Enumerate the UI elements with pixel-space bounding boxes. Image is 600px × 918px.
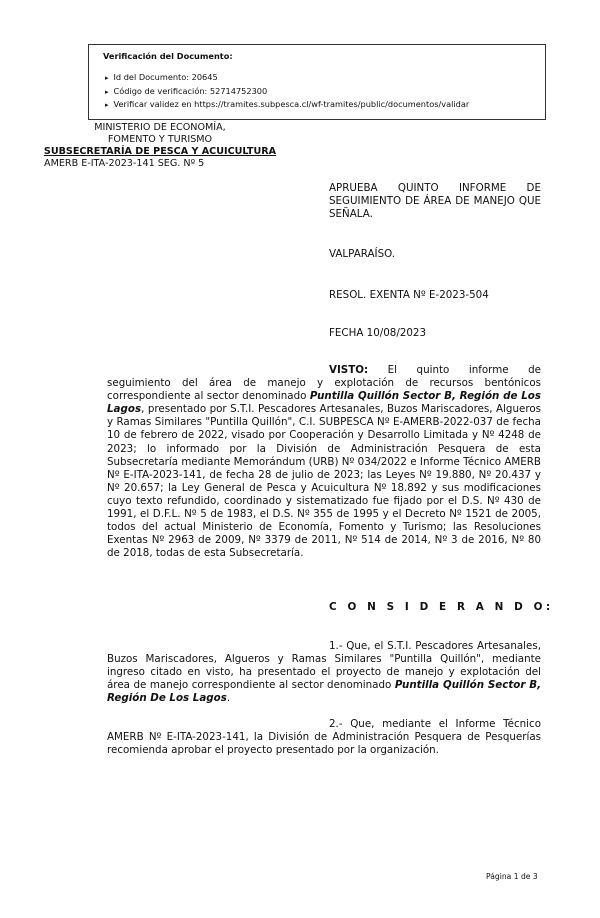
- visto-text-b: , presentado por S.T.I. Pescadores Artesanales, Buzos Mariscadores, Algueros y Ramas Similares "Puntilla Quillón", C.I. SUBPESCA Nº E-AMERB-2022-037 de fecha 10 de febrero de 2022, visado por Cooperación y Desarrollo Limitada y Nº 4248 de 2023; lo informado por la División de Administración Pesquera de esta Subsecretaría mediante Memorándum (URB) Nº 034/2022 e Informe Técnico AMERB Nº E-ITA-2023-141, de fecha 28 de julio de 2023; las Leyes Nº 19.880, Nº 20.437 y Nº 20.657; la Ley General de Pesca y Acuicultura Nº 18.892 y sus modificaciones cuyo texto refundido, coordinado y sistematizado fue fijado por el D.S. Nº 430 de 1991, el D.F.L. Nº 5 de 1983, el D.S. Nº 355 de 1995 y el Decreto Nº 1521 de 2005, todos del actual Ministerio de Economía, Fomento y Turismo; las Resoluciones Exentas Nº 2963 de 2009, Nº 3379 de 2011, Nº 514 de 2014, Nº 3 de 2016, Nº 80 de 2018, todas de esta Subsecretaría.: [107, 403, 541, 560]
- resolution-summary: APRUEBA QUINTO INFORME DE SEGUIMIENTO DE ÁREA DE MANEJO QUE SEÑALA.: [329, 182, 541, 220]
- subsecretaria-title: SUBSECRETARÍA DE PESCA Y ACUICULTURA: [43, 146, 277, 157]
- document-reference: AMERB E-ITA-2023-141 SEG. Nº 5: [44, 158, 205, 169]
- verification-code: ▸ Código de verificación: 52714752300: [105, 85, 535, 99]
- p1-text-a: 1.- Que, el S.T.I. Pescadores Artesanales, Buzos Mariscadores, Algueros y Ramas Similares "Puntilla Quillón", mediante ingreso citado en visto, ha presentado el proyecto de manejo y explotación del área de manejo correspondiente al sector denominado: [107, 640, 541, 692]
- resolution-date: FECHA 10/08/2023: [329, 327, 427, 339]
- verification-document-id: ▸ Id del Documento: 20645: [105, 71, 535, 85]
- place: VALPARAÍSO.: [329, 248, 396, 260]
- verification-title: Verificación del Documento:: [103, 51, 233, 61]
- p1-sector: Puntilla Quillón Sector B, Región De Los Lagos: [107, 679, 541, 705]
- visto-text-a: El quinto informe de seguimiento del área de manejo y explotación de recursos bentónicos correspondiente al sector denominado: [107, 364, 541, 403]
- visto-paragraph: [107, 364, 541, 560]
- ministry-line-2: FOMENTO Y TURISMO: [107, 134, 213, 145]
- verification-box: [88, 44, 546, 120]
- resolution-number: RESOL. EXENTA Nº E-2023-504: [329, 289, 489, 301]
- visto-sector: Puntilla Quillón Sector B, Región de Los Lagos: [107, 390, 542, 416]
- p1-text-b: .: [226, 692, 231, 705]
- visto-label: VISTO:: [329, 364, 369, 376]
- considerando-paragraph-2: 2.- Que, mediante el Informe Técnico AMERB Nº E-ITA-2023-141, la División de Administración Pesquera de Pesquerías recomienda aprobar el proyecto presentado por la organización.: [107, 718, 541, 757]
- verification-list: [103, 71, 535, 112]
- page-number: Página 1 de 3: [486, 872, 538, 881]
- considerando-paragraph-1: [107, 640, 541, 705]
- considerando-heading: C O N S I D E R A N D O:: [329, 601, 554, 613]
- verification-link[interactable]: ▸ Verificar validez en https://tramites.subpesca.cl/wf-tramites/public/documentos/validar: [105, 98, 535, 112]
- ministry-line-1: MINISTERIO DE ECONOMÍA,: [94, 122, 226, 133]
- letterhead: [30, 122, 290, 170]
